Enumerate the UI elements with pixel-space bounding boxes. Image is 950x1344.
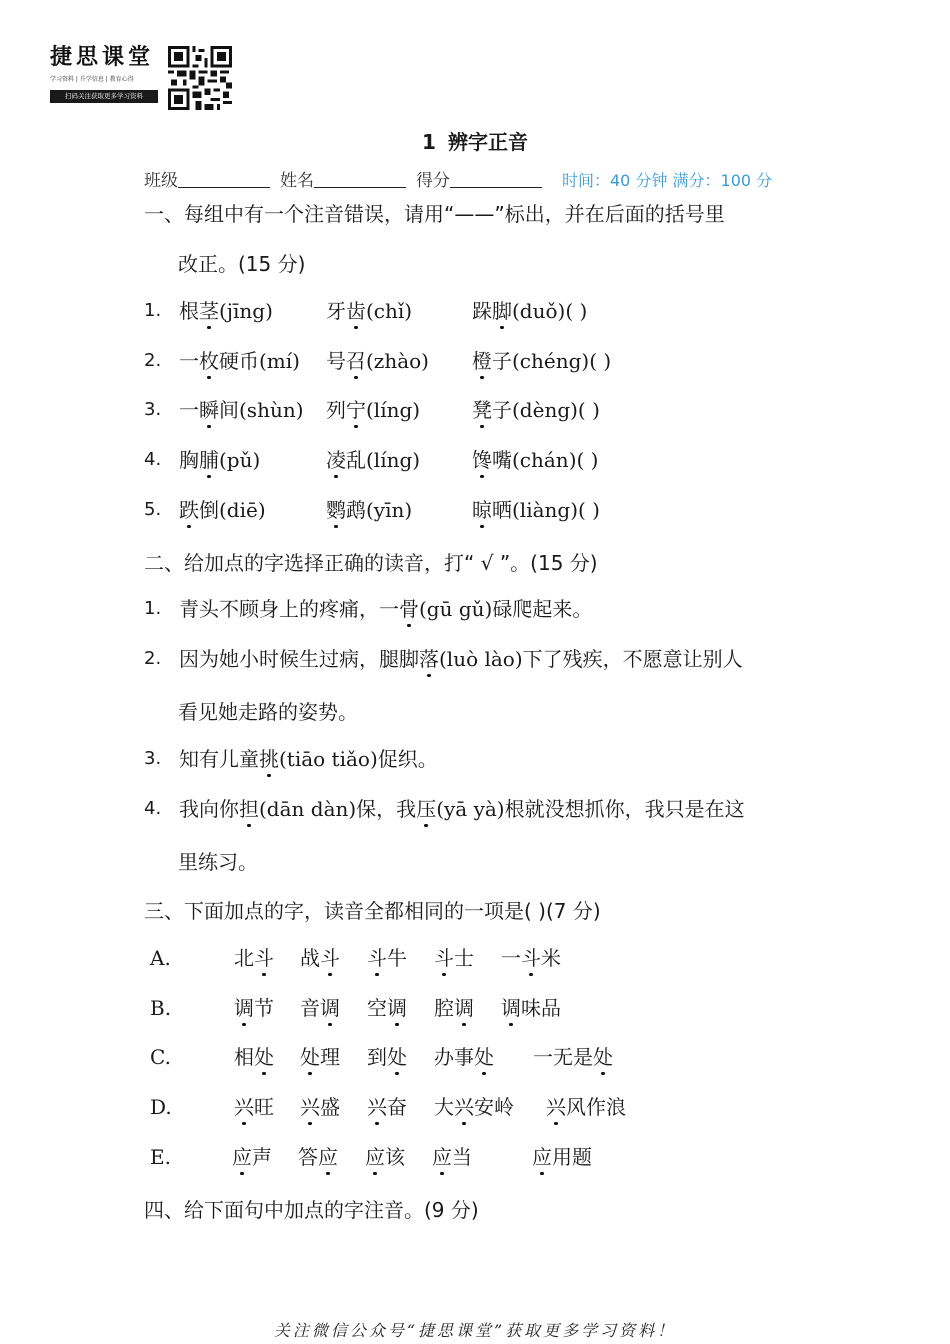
question-text bbox=[179, 595, 592, 623]
question-number: 3. bbox=[144, 399, 162, 420]
word-text: 相 bbox=[234, 1045, 254, 1069]
word bbox=[367, 946, 407, 970]
logo bbox=[50, 44, 160, 103]
dotted-char: 调 bbox=[387, 996, 407, 1020]
word-group bbox=[326, 297, 412, 325]
option-word bbox=[434, 1043, 494, 1071]
word-text: 大 bbox=[434, 1095, 454, 1119]
word-text: 音 bbox=[300, 996, 320, 1020]
word bbox=[300, 996, 340, 1020]
option-word bbox=[367, 1093, 407, 1121]
text: (luò lào)下了残疾，不愿意让别人 bbox=[439, 647, 743, 671]
dotted-char: 橙 bbox=[472, 349, 492, 373]
word bbox=[300, 946, 340, 970]
word bbox=[326, 349, 429, 373]
word-text: 牛 bbox=[387, 946, 407, 970]
word-text: 腔 bbox=[434, 996, 454, 1020]
option-word bbox=[365, 1143, 405, 1171]
score-blank[interactable] bbox=[450, 169, 542, 188]
word-text: 根 bbox=[179, 299, 199, 323]
option-label[interactable]: A. bbox=[150, 946, 171, 970]
word-text: 子(dèng)( ) bbox=[492, 398, 600, 422]
word bbox=[472, 398, 600, 422]
dotted-char: 凌 bbox=[326, 448, 346, 472]
word bbox=[432, 1145, 472, 1169]
word-group bbox=[472, 347, 611, 375]
question-number: 1. bbox=[144, 598, 162, 619]
dotted-char: 压 bbox=[416, 797, 437, 821]
question-number: 2. bbox=[144, 350, 162, 371]
text: 青头不顾身上的疼痛，一 bbox=[179, 597, 399, 621]
text: (yā yà)根就没想抓你，我只是在这 bbox=[436, 797, 745, 821]
word bbox=[434, 1095, 514, 1119]
word bbox=[434, 996, 474, 1020]
word-group bbox=[179, 396, 304, 424]
text: (tiāo tiǎo)促织。 bbox=[279, 747, 438, 771]
word bbox=[234, 946, 274, 970]
dotted-char: 馋 bbox=[472, 448, 492, 472]
word bbox=[365, 1145, 405, 1169]
section-1-heading: 一、每组中有一个注音错误，请用“——”标出，并在后面的括号里 bbox=[144, 202, 725, 226]
word-text: 一 bbox=[501, 946, 521, 970]
title-text: 辨字正音 bbox=[447, 130, 528, 154]
word bbox=[326, 398, 420, 422]
dotted-char: 跌 bbox=[179, 498, 199, 522]
dotted-char: 茎 bbox=[199, 299, 219, 323]
dotted-char: 鹦 bbox=[326, 498, 346, 522]
word-text: 理 bbox=[320, 1045, 340, 1069]
word-text: 旺 bbox=[254, 1095, 274, 1119]
word bbox=[367, 1045, 407, 1069]
word-text: 奋 bbox=[387, 1095, 407, 1119]
dotted-char: 调 bbox=[320, 996, 340, 1020]
option-word bbox=[300, 994, 340, 1022]
word-text: 嘴(chán)( ) bbox=[492, 448, 599, 472]
option-word bbox=[432, 1143, 472, 1171]
word bbox=[472, 299, 587, 323]
word-text: (duǒ)( ) bbox=[512, 299, 588, 323]
word-group bbox=[179, 347, 300, 375]
word-text: 空 bbox=[367, 996, 387, 1020]
word-group bbox=[326, 396, 420, 424]
word-text: 风作浪 bbox=[566, 1095, 626, 1119]
word-text: 北 bbox=[234, 946, 254, 970]
option-word bbox=[434, 1093, 514, 1121]
dotted-char: 兴 bbox=[367, 1095, 387, 1119]
dotted-char: 齿 bbox=[346, 299, 366, 323]
word-text: 到 bbox=[367, 1045, 387, 1069]
option-word bbox=[434, 994, 474, 1022]
word-text: 安岭 bbox=[474, 1095, 514, 1119]
word bbox=[300, 1095, 340, 1119]
dotted-char: 兴 bbox=[300, 1095, 320, 1119]
word-text: 列 bbox=[326, 398, 346, 422]
word bbox=[234, 1095, 274, 1119]
dotted-char: 处 bbox=[254, 1045, 274, 1069]
dotted-char: 应 bbox=[532, 1145, 552, 1169]
option-word bbox=[234, 1093, 274, 1121]
word-text: 办事 bbox=[434, 1045, 474, 1069]
word-group bbox=[326, 496, 412, 524]
option-word bbox=[434, 944, 474, 972]
dotted-char: 骨 bbox=[399, 597, 419, 621]
word-text: 硬币(mí) bbox=[219, 349, 300, 373]
option-word bbox=[501, 944, 561, 972]
word-text: 牙 bbox=[326, 299, 346, 323]
word bbox=[367, 996, 407, 1020]
option-word bbox=[300, 944, 340, 972]
word-text: (jīng) bbox=[219, 299, 273, 323]
word-text: 当 bbox=[452, 1145, 472, 1169]
section-4-heading: 四、给下面句中加点的字注音。(9 分) bbox=[144, 1198, 479, 1222]
question-number: 4. bbox=[144, 449, 162, 470]
word-text: 节 bbox=[254, 996, 274, 1020]
logo-bar: 扫码关注获取更多学习资料 bbox=[50, 90, 158, 103]
word-text: 号 bbox=[326, 349, 346, 373]
text: (dān dàn)保，我 bbox=[259, 797, 417, 821]
word-text: 声 bbox=[252, 1145, 272, 1169]
word bbox=[326, 448, 420, 472]
word-group bbox=[472, 297, 587, 325]
word bbox=[501, 946, 561, 970]
dotted-char: 担 bbox=[239, 797, 259, 821]
word bbox=[501, 996, 561, 1020]
dotted-char: 处 bbox=[387, 1045, 407, 1069]
word bbox=[298, 1145, 338, 1169]
word-text: 用题 bbox=[552, 1145, 592, 1169]
option-label[interactable]: E. bbox=[150, 1145, 171, 1169]
text: 我向你 bbox=[179, 797, 239, 821]
word-text: 倒(diē) bbox=[199, 498, 266, 522]
word bbox=[434, 946, 474, 970]
option-word bbox=[533, 1043, 613, 1071]
word-text: 一无是 bbox=[533, 1045, 593, 1069]
word bbox=[326, 498, 412, 522]
dotted-char: 凳 bbox=[472, 398, 492, 422]
word-text: 米 bbox=[541, 946, 561, 970]
logo-subtitle: 学习资料 | 升学信息 | 教育心得 bbox=[50, 76, 134, 83]
option-word bbox=[300, 1043, 340, 1071]
dotted-char: 应 bbox=[232, 1145, 252, 1169]
word-text: 味品 bbox=[521, 996, 561, 1020]
question-text bbox=[179, 645, 743, 673]
dotted-char: 斗 bbox=[434, 946, 454, 970]
question-text bbox=[179, 795, 745, 823]
word bbox=[179, 349, 300, 373]
word-text: 士 bbox=[454, 946, 474, 970]
option-word bbox=[234, 1043, 274, 1071]
dotted-char: 调 bbox=[454, 996, 474, 1020]
question-text-cont: 里练习。 bbox=[178, 850, 258, 874]
question-text bbox=[179, 745, 438, 773]
logo-title: 捷思课堂 bbox=[50, 44, 155, 70]
word-text: 盛 bbox=[320, 1095, 340, 1119]
option-word bbox=[298, 1143, 338, 1171]
section-3-heading: 三、下面加点的字，读音全都相同的一项是( )(7 分) bbox=[144, 899, 601, 923]
dotted-char: 脯 bbox=[199, 448, 219, 472]
word-text: 该 bbox=[385, 1145, 405, 1169]
text: 因为她小时候生过病，腿脚 bbox=[179, 647, 419, 671]
word-text: 乱(líng) bbox=[346, 448, 421, 472]
question-number: 1. bbox=[144, 300, 162, 321]
dotted-char: 晾 bbox=[472, 498, 492, 522]
dotted-char: 处 bbox=[300, 1045, 320, 1069]
page-title bbox=[0, 126, 950, 155]
student-info-row bbox=[144, 166, 772, 191]
class-label: 班级 bbox=[144, 171, 178, 191]
dotted-char: 瞬 bbox=[199, 398, 219, 422]
option-label[interactable]: B. bbox=[150, 996, 172, 1020]
qr-code-icon bbox=[168, 46, 232, 110]
word bbox=[367, 1095, 407, 1119]
dotted-char: 挑 bbox=[259, 747, 279, 771]
footer-note: 关注微信公众号“捷思课堂”获取更多学习资料！ bbox=[273, 1321, 677, 1340]
dotted-char: 调 bbox=[501, 996, 521, 1020]
option-label[interactable]: C. bbox=[150, 1045, 171, 1069]
word-text: 胸 bbox=[179, 448, 199, 472]
word-text: (líng) bbox=[366, 398, 421, 422]
question-number: 4. bbox=[144, 798, 162, 819]
dotted-char: 兴 bbox=[546, 1095, 566, 1119]
option-word bbox=[234, 944, 274, 972]
word bbox=[179, 398, 304, 422]
word-text: (zhào) bbox=[366, 349, 429, 373]
word bbox=[434, 1045, 494, 1069]
word-text: 一 bbox=[179, 398, 199, 422]
text: (gū gǔ)碌爬起来。 bbox=[419, 597, 593, 621]
option-word bbox=[300, 1093, 340, 1121]
text: 知有儿童 bbox=[179, 747, 259, 771]
dotted-char: 兴 bbox=[234, 1095, 254, 1119]
dotted-char: 斗 bbox=[521, 946, 541, 970]
word bbox=[472, 349, 611, 373]
question-text-cont: 看见她走路的姿势。 bbox=[178, 700, 358, 724]
word-group bbox=[472, 496, 600, 524]
dotted-char: 落 bbox=[419, 647, 439, 671]
word-text: 间(shùn) bbox=[219, 398, 304, 422]
section-2-heading: 二、给加点的字选择正确的读音，打“ √ ”。(15 分) bbox=[144, 551, 598, 575]
dotted-char: 应 bbox=[432, 1145, 452, 1169]
word-text: 战 bbox=[300, 946, 320, 970]
word bbox=[234, 1045, 274, 1069]
option-word bbox=[367, 944, 407, 972]
word bbox=[179, 448, 260, 472]
dotted-char: 处 bbox=[474, 1045, 494, 1069]
word bbox=[232, 1145, 272, 1169]
word-text: 答 bbox=[298, 1145, 318, 1169]
word bbox=[472, 498, 600, 522]
name-blank[interactable] bbox=[314, 169, 406, 188]
option-word bbox=[367, 994, 407, 1022]
option-label[interactable]: D. bbox=[150, 1095, 172, 1119]
word bbox=[472, 448, 598, 472]
dotted-char: 斗 bbox=[320, 946, 340, 970]
option-word bbox=[234, 994, 274, 1022]
word-group bbox=[326, 446, 420, 474]
dotted-char: 斗 bbox=[367, 946, 387, 970]
word bbox=[532, 1145, 592, 1169]
dotted-char: 枚 bbox=[199, 349, 219, 373]
word-group bbox=[179, 496, 266, 524]
word-text: 子(chéng)( ) bbox=[492, 349, 612, 373]
question-number: 2. bbox=[144, 648, 162, 669]
word-text: 跺 bbox=[472, 299, 492, 323]
section-1-heading-cont: 改正。(15 分) bbox=[178, 252, 306, 276]
word-group bbox=[179, 297, 273, 325]
word-text: (pǔ) bbox=[219, 448, 261, 472]
word bbox=[179, 299, 273, 323]
dotted-char: 斗 bbox=[254, 946, 274, 970]
title-number: 1 bbox=[422, 130, 436, 154]
word bbox=[326, 299, 412, 323]
dotted-char: 兴 bbox=[454, 1095, 474, 1119]
word-group bbox=[326, 347, 429, 375]
dotted-char: 宁 bbox=[346, 398, 366, 422]
word-text: 晒(liàng)( ) bbox=[492, 498, 600, 522]
question-number: 5. bbox=[144, 499, 162, 520]
word-group bbox=[472, 446, 598, 474]
dotted-char: 应 bbox=[365, 1145, 385, 1169]
word-group bbox=[179, 446, 260, 474]
option-word bbox=[367, 1043, 407, 1071]
dotted-char: 召 bbox=[346, 349, 366, 373]
word bbox=[546, 1095, 626, 1119]
dotted-char: 调 bbox=[234, 996, 254, 1020]
option-word bbox=[546, 1093, 626, 1121]
dotted-char: 处 bbox=[593, 1045, 613, 1069]
word bbox=[234, 996, 274, 1020]
word-group bbox=[472, 396, 600, 424]
word-text: 鹉(yīn) bbox=[346, 498, 413, 522]
word bbox=[300, 1045, 340, 1069]
dotted-char: 脚 bbox=[492, 299, 512, 323]
option-word bbox=[232, 1143, 272, 1171]
score-label: 得分 bbox=[416, 171, 450, 191]
word-text: 一 bbox=[179, 349, 199, 373]
name-label: 姓名 bbox=[280, 171, 314, 191]
option-word bbox=[501, 994, 561, 1022]
word-text: (chǐ) bbox=[366, 299, 413, 323]
question-number: 3. bbox=[144, 748, 162, 769]
class-blank[interactable] bbox=[178, 169, 270, 188]
word bbox=[179, 498, 266, 522]
option-word bbox=[532, 1143, 592, 1171]
word bbox=[533, 1045, 613, 1069]
dotted-char: 应 bbox=[318, 1145, 338, 1169]
time-score-note: 时间：40 分钟 满分：100 分 bbox=[562, 171, 773, 190]
